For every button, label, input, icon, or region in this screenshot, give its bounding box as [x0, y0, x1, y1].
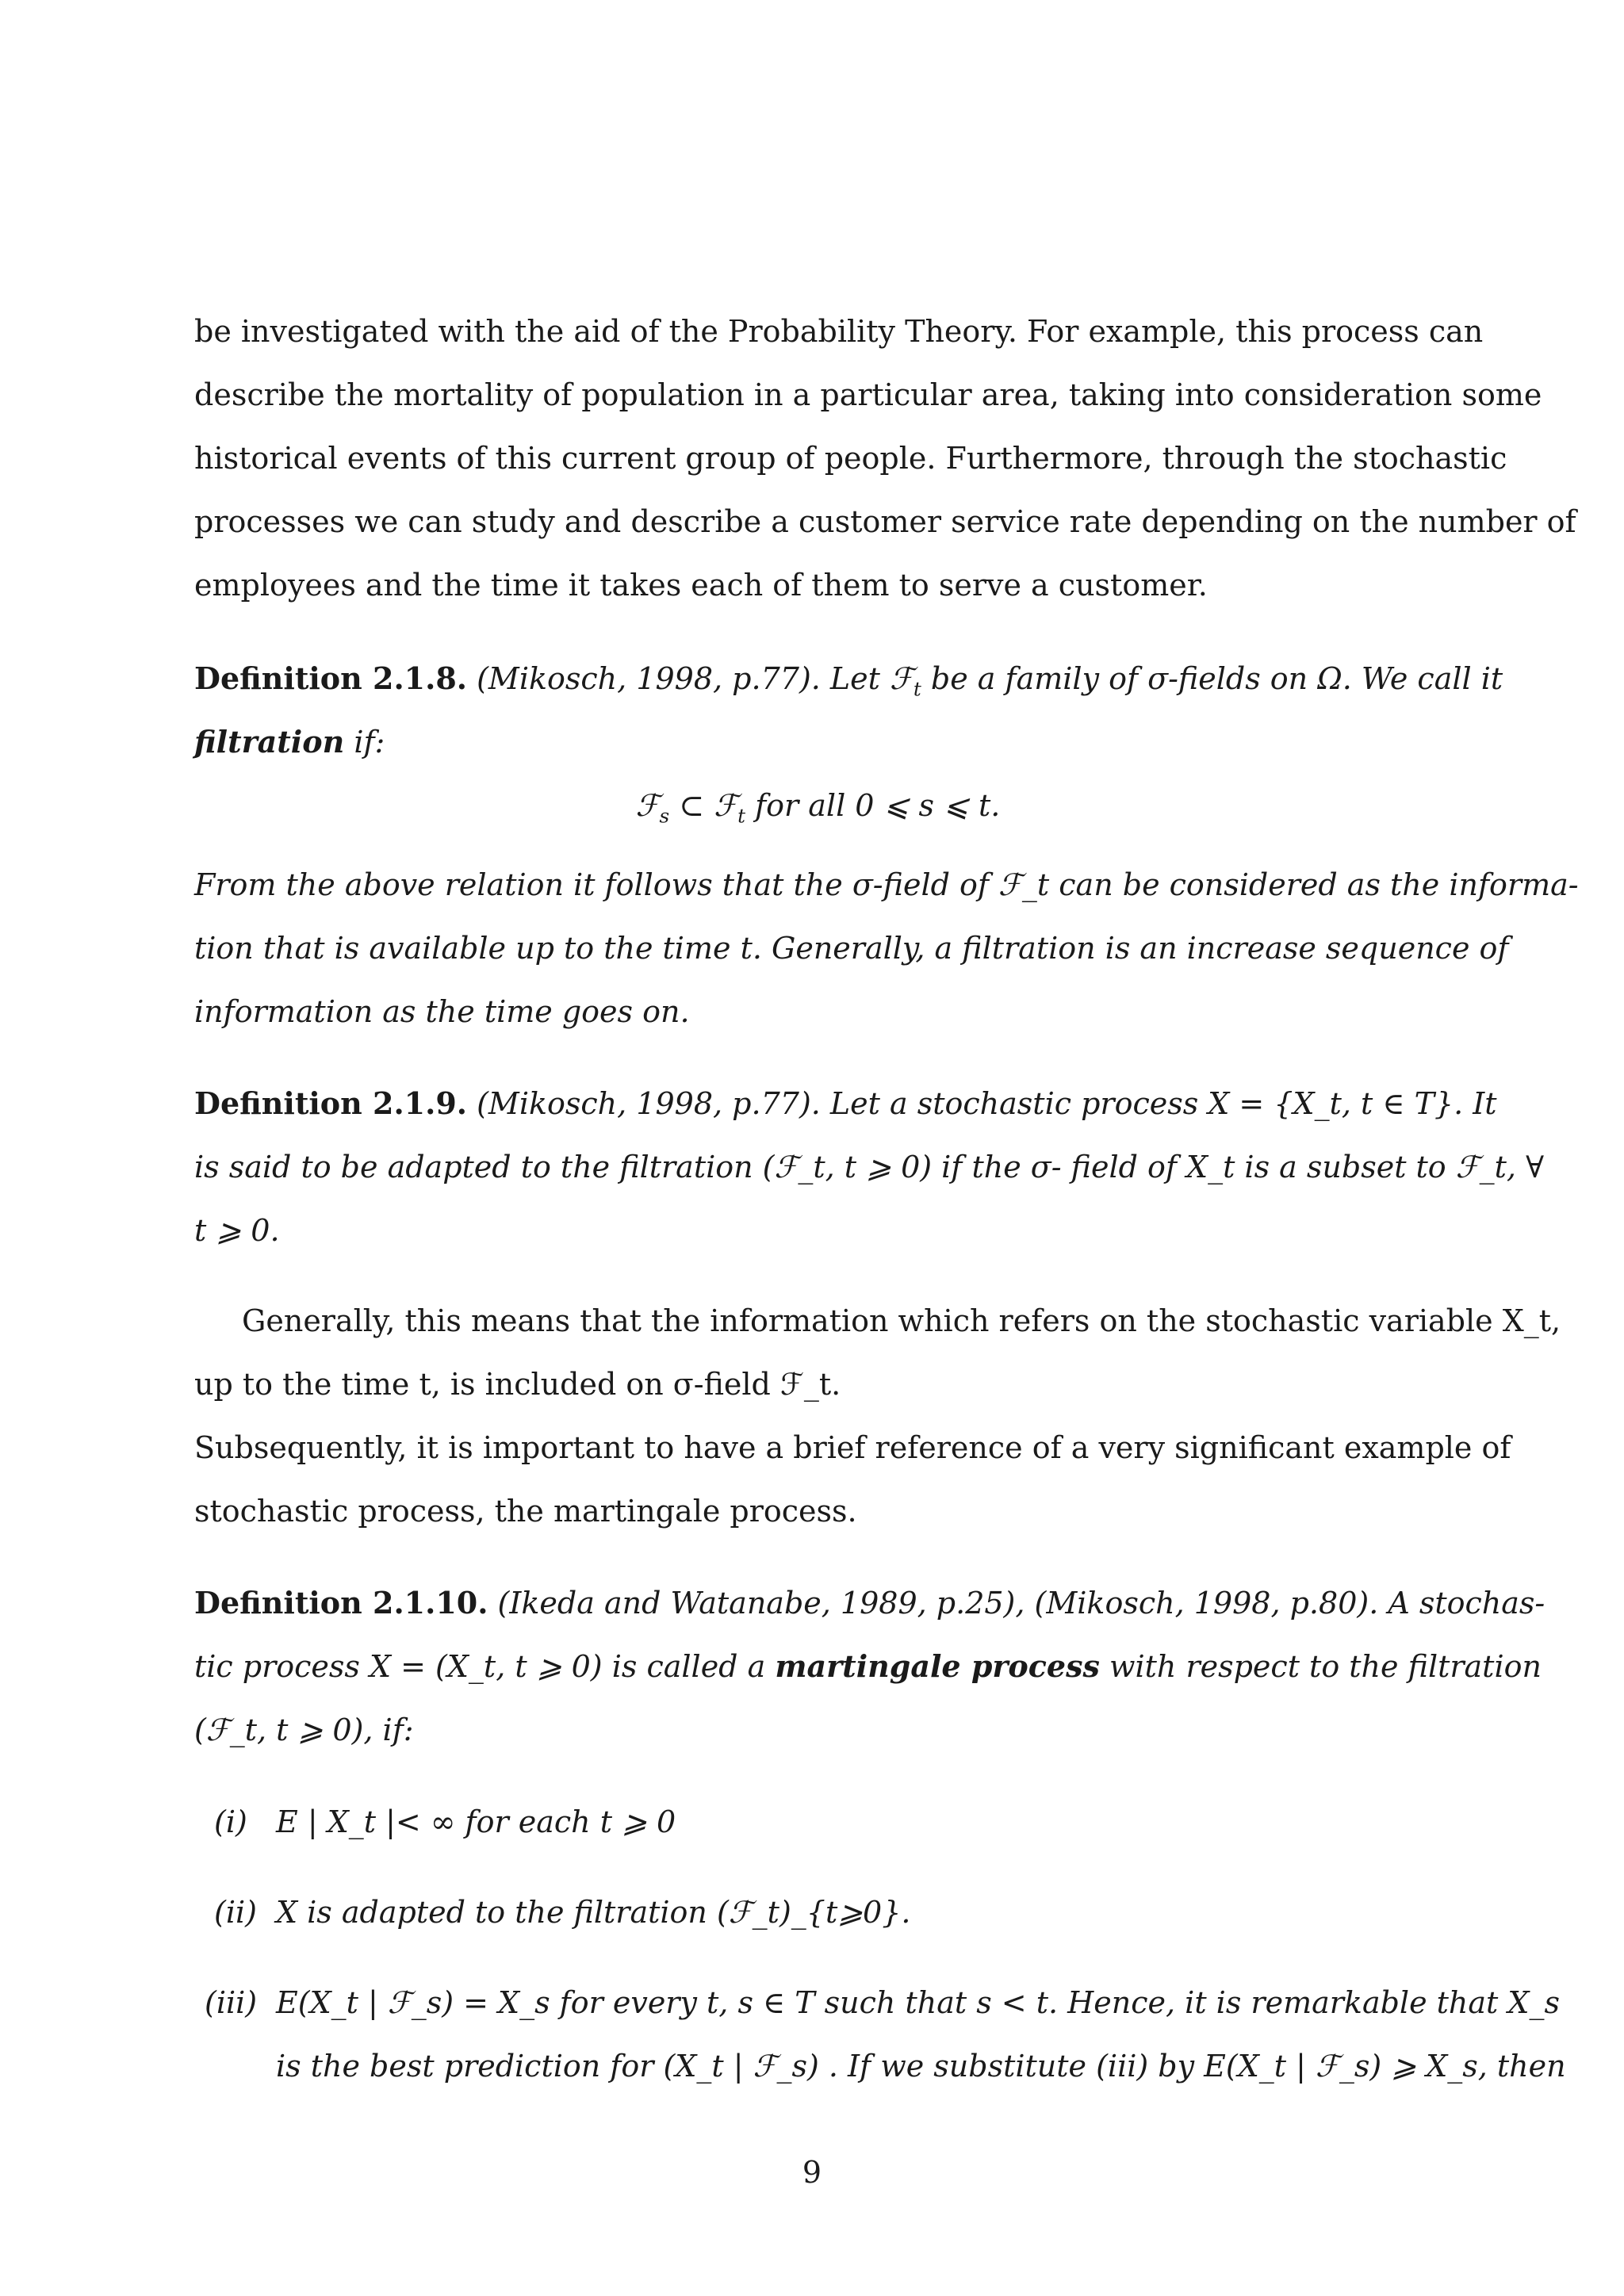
definition-line: Definition 2.1.9. (Mikosch, 1998, p.77). Let a stochastic process X = {X_t, t ∈ T}. It	[194, 1085, 1497, 1121]
list-item: (iii) E(X_t | ℱ_s) = X_s for every t, s ∈ T such that s < t. Hence, it is remarkable that X_s is the best prediction for (X_t | ℱ_s) . If we substitute (iii) by E(X_t | ℱ_s) ⩾ X_s, then	[205, 1971, 1442, 2098]
page-number: 9	[802, 2155, 822, 2190]
list-item: (ii) X is adapted to the filtration (ℱ_t)_{t⩾0}.	[214, 1881, 1483, 1944]
text-line: tion that is available up to the time t. Generally, a filtration is an increase sequence of	[194, 931, 1509, 966]
text-line: processes we can study and describe a customer service rate depending on the number of	[194, 504, 1576, 539]
definition-line: filtration if:	[194, 724, 385, 760]
text-line: up to the time t, is included on σ-field ℱ_t.	[194, 1367, 841, 1402]
text-line: historical events of this current group of people. Furthermore, through the stochastic	[194, 441, 1507, 476]
definition-label: Definition 2.1.10.	[194, 1585, 488, 1621]
text-line: describe the mortality of population in a particular area, taking into consideration some	[194, 377, 1542, 412]
text-line: employees and the time it takes each of them to serve a customer.	[194, 568, 1208, 603]
item-label: (ii)	[214, 1895, 257, 1930]
definition-label: Definition 2.1.9.	[194, 1085, 468, 1121]
text-line: From the above relation it follows that the σ-field of ℱ_t can be considered as the informa-	[194, 867, 1579, 902]
defined-term: martingale process	[775, 1648, 1100, 1684]
defined-term: filtration	[194, 724, 345, 760]
text-line: information as the time goes on.	[194, 994, 690, 1029]
definition-line: Definition 2.1.8. (Mikosch, 1998, p.77). Let ℱ$_t$ be a family of σ-fields on Ω. We call it	[194, 660, 1503, 701]
definition-line: (ℱ_t, t ⩾ 0), if:	[194, 1712, 414, 1747]
definition-2-1-10	[194, 1571, 1545, 1762]
filtration-remark	[194, 853, 1579, 1043]
intro-paragraph	[194, 300, 1576, 617]
definition-line: Definition 2.1.10. (Ikeda and Watanabe, 1989, p.25), (Mikosch, 1998, p.80). A stochas-	[194, 1585, 1545, 1621]
item-label: (i)	[214, 1804, 247, 1839]
text-line: be investigated with the aid of the Probability Theory. For example, this process can	[194, 314, 1484, 349]
definition-label: Definition 2.1.8.	[194, 660, 468, 696]
text-line: Subsequently, it is important to have a brief reference of a very significant example of	[194, 1430, 1511, 1465]
definition-2-1-8	[194, 647, 1503, 837]
definition-line: tic process X = (X_t, t ⩾ 0) is called a martingale process with respect to the filtration	[194, 1648, 1542, 1684]
adapted-explanation	[194, 1289, 1561, 1543]
definition-line: t ⩾ 0.	[194, 1213, 280, 1248]
item-continuation: is the best prediction for (X_t | ℱ_s) . If we substitute (iii) by E(X_t | ℱ_s) ⩾ X_s, then	[276, 2049, 1566, 2084]
item-label: (iii)	[205, 1985, 258, 2020]
definition-line: is said to be adapted to the filtration (ℱ_t, t ⩾ 0) if the σ- field of X_t is a subset to ℱ_t, ∀	[194, 1150, 1545, 1184]
text-line: stochastic process, the martingale process.	[194, 1494, 857, 1529]
definition-2-1-9	[194, 1072, 1545, 1262]
text-line: Generally, this means that the information which refers on the stochastic variable X_t,	[242, 1303, 1561, 1338]
list-item: (i) E | X_t |< ∞ for each t ⩾ 0	[214, 1790, 1483, 1854]
display-formula: ℱ$_s$ ⊂ ℱ$_t$ for all 0 ⩽ s ⩽ t.	[635, 788, 1001, 828]
